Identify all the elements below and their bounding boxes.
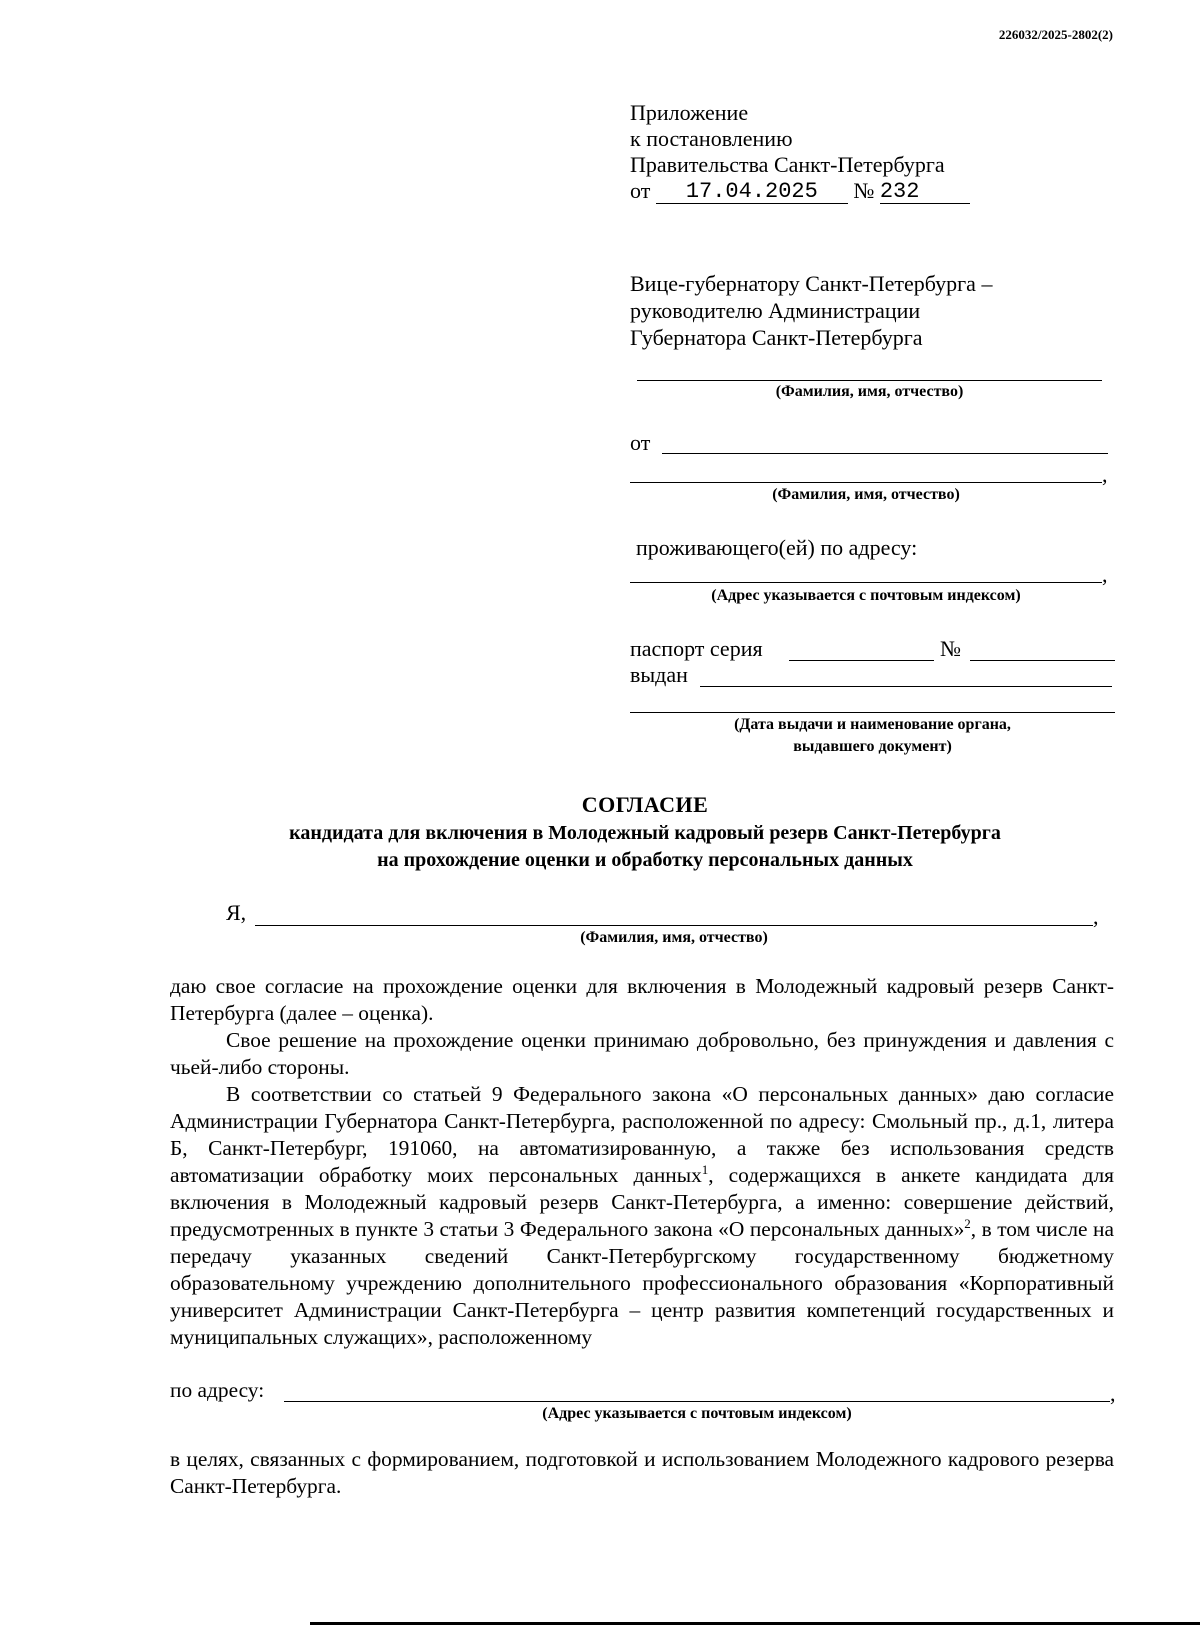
annex-number: 232 (880, 179, 970, 204)
annex-line-1: Приложение (630, 100, 749, 125)
annex-line-2: к постановлению (630, 126, 793, 151)
passport-series-line[interactable] (789, 660, 934, 661)
consent-address-comma: , (1110, 1381, 1116, 1406)
consent-paragraph-3 (170, 1081, 1114, 1351)
consent-paragraph-3c: , в том числе на передачу указанных сведений Санкт-Петербургскому государственному бюджетному образовательному учреждению дополнительного профессионального образования «Корпоративный университет Администрации Санкт-Петербурга – центр развития компетенций государственных и муниципальных служащих», расположенному (170, 1217, 1114, 1349)
addressee-fio-caption: (Фамилия, имя, отчество) (775, 383, 964, 400)
annex-line-3: Правительства Санкт-Петербурга (630, 152, 945, 177)
sender-from-label: от (630, 430, 651, 455)
passport-number-line[interactable] (970, 660, 1115, 661)
consent-address-caption: (Адрес указывается с почтовым индексом) (542, 1405, 852, 1422)
sender-address-comma: , (1102, 562, 1108, 587)
sender-fio-comma: , (1102, 462, 1108, 487)
sender-address-line[interactable] (630, 582, 1102, 583)
issued-caption-1: (Дата выдачи и наименование органа, (734, 716, 1011, 733)
addressee-fio-line[interactable] (637, 380, 1102, 381)
bottom-edge-line (310, 1622, 1200, 1625)
consent-fio-comma: , (1093, 904, 1099, 929)
issued-caption-2: выдавшего документ) (793, 738, 952, 755)
consent-fio-line[interactable] (255, 925, 1093, 926)
consent-address-line[interactable] (284, 1401, 1110, 1402)
consent-paragraph-3a: В соответствии со статьей 9 Федерального закона «О персональных данных» даю согласие Администрации Губернатора Санкт-Петербурга, расположенной по адресу: Смольный пр., д.1, литера Б, Санкт-Петербург, 191060, на автоматизированную, а также без использования средств автоматизации обработку моих персональных данных (170, 1082, 1114, 1187)
consent-fio-caption: (Фамилия, имя, отчество) (580, 929, 768, 946)
consent-i-label: Я, (226, 900, 247, 925)
annex-block (630, 100, 970, 204)
annex-number-label: № (853, 178, 875, 203)
addressee-line-3: Губернатора Санкт-Петербурга (630, 325, 923, 350)
sender-fio-caption: (Фамилия, имя, отчество) (772, 486, 960, 503)
consent-paragraph-3b: , содержащихся в анкете кандидата для включения в Молодежный кадровый резерв Санкт-Петербурга, а именно: совершение действий, предусмотренных в пункте 3 статьи 3 Федерального закона «О персональных данных» (170, 1163, 1114, 1241)
consent-address-label: по адресу: (170, 1378, 265, 1402)
sender-fio-line-2[interactable] (630, 482, 1102, 483)
issued-line-2[interactable] (630, 712, 1115, 713)
passport-number-label: № (940, 636, 961, 661)
sender-address-caption: (Адрес указывается с почтовым индексом) (711, 587, 1021, 604)
document-number: 226032/2025-2802(2) (998, 27, 1113, 42)
issued-line-1[interactable] (700, 686, 1112, 687)
footnote-2-marker[interactable]: 2 (964, 1215, 971, 1231)
consent-title: СОГЛАСИЕ (581, 792, 709, 817)
consent-paragraph-2: Свое решение на прохождение оценки принимаю добровольно, без принуждения и давления с чьей-либо стороны. (170, 1028, 1114, 1079)
issued-label: выдан (630, 662, 688, 687)
addressee-line-1: Вице-губернатору Санкт-Петербурга – (630, 271, 993, 296)
sender-fio-line-1[interactable] (662, 453, 1108, 454)
addressee-block (630, 270, 992, 351)
sender-residing-label: проживающего(ей) по адресу: (636, 535, 918, 560)
consent-subtitle-2: на прохождение оценки и обработку персональных данных (377, 849, 913, 871)
annex-date-row (630, 178, 970, 204)
addressee-line-2: руководителю Администрации (630, 298, 921, 323)
consent-paragraph-1: даю свое согласие на прохождение оценки для включения в Молодежный кадровый резерв Санкт-Петербурга (далее – оценка). (170, 974, 1114, 1025)
passport-series-label: паспорт серия (630, 636, 763, 661)
annex-date: 17.04.2025 (656, 179, 848, 204)
consent-paragraph-4: в целях, связанных с формированием, подготовкой и использованием Молодежного кадрового резерва Санкт-Петербурга. (170, 1447, 1114, 1498)
consent-subtitle-1: кандидата для включения в Молодежный кадровый резерв Санкт-Петербурга (289, 822, 1001, 844)
footnote-1-marker[interactable]: 1 (701, 1161, 709, 1177)
annex-from-label: от (630, 178, 651, 203)
